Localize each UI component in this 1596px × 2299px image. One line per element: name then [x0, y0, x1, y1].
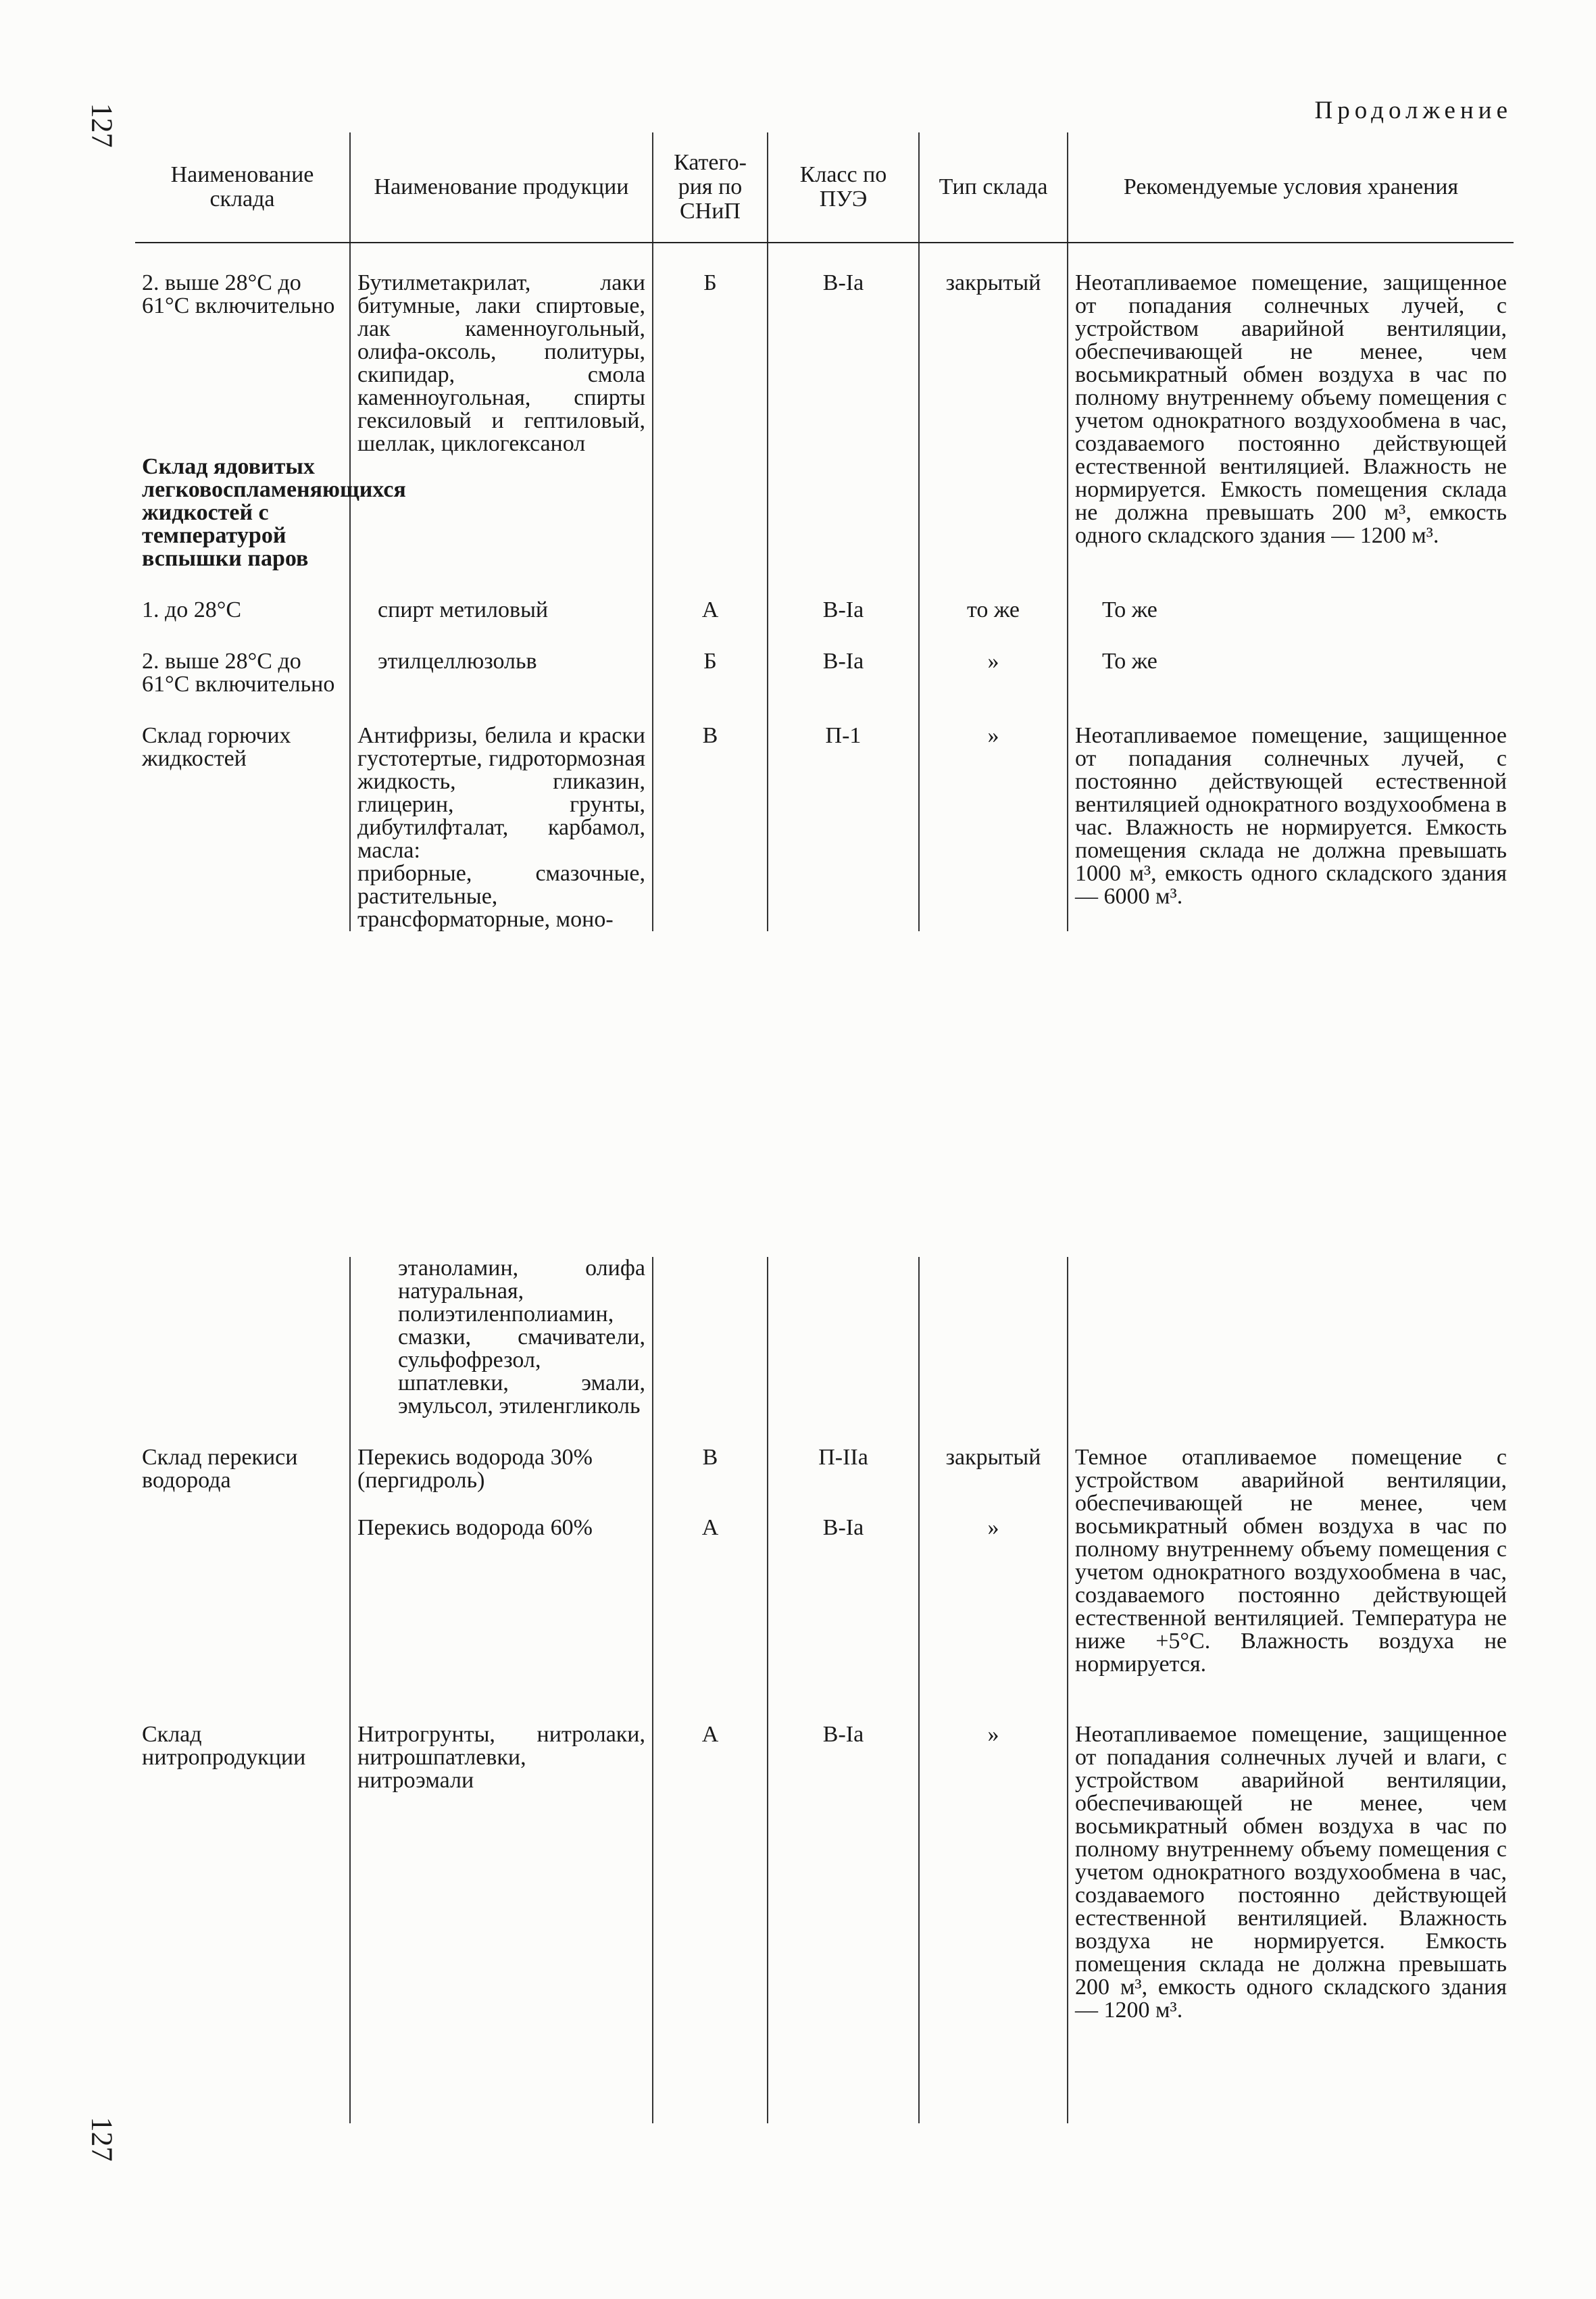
type-cell: то же — [919, 599, 1068, 622]
header-category: Катего-рия по СНиП — [653, 132, 768, 243]
product-name: спирт метиловый — [350, 599, 653, 622]
page-number-top: 127 — [85, 103, 119, 148]
category-cell: А — [653, 599, 768, 622]
warehouse-name: 1. до 28°С — [142, 597, 242, 622]
conditions-cell: Неотапливаемое помещение, защищенное от попадания солнечных лучей, с постоянно действующей естественной вентиляцией однократного воздухообмена в час. Влажность не нормируется. Емкость помещения склада не должна превышать 1000 м³, емкость одного складского здания — 6000 м³. — [1068, 724, 1514, 931]
product-name-continued: этаноламин, олифа натуральная, полиэтиленполиамин, смазки, смачиватели, сульфофрезол, шпатлевки, эмали, эмульсол, этиленгликоль — [350, 1257, 653, 1418]
type-cell — [919, 1446, 1068, 1676]
product-name: этилцеллюзольв — [350, 650, 653, 696]
warehouse-name: Склад нитропродукции — [142, 1722, 306, 1770]
class-cell — [768, 1446, 919, 1676]
storage-table-bottom — [135, 1257, 1514, 2123]
table-row — [135, 1446, 1514, 1676]
table-row — [135, 1257, 1514, 1418]
product-subitems: приборные, смазочные, растительные, трансформаторные, моно- — [357, 861, 645, 932]
product-name: Нитрогрунты, нитролаки, нитрошпатлевки, нитроэмали — [350, 1723, 653, 2022]
category-cell: А — [653, 1723, 768, 2022]
conditions-cell: Неотапливаемое помещение, защищенное от попадания солнечных лучей, с устройством аварийной вентиляции, обеспечивающей не менее, чем восьмикратный обмен воздуха в час по полному внутреннему объему помещения с учетом однократного воздухообмена в час, создаваемого постоянно действующей естественной вентиляцией. Влажность не нормируется. Емкость помещения склада не должна превышать 200 м³, емкость одного складского здания — 1200 м³. — [1068, 272, 1514, 570]
header-class: Класс по ПУЭ — [768, 132, 919, 243]
category-cell: Б — [653, 650, 768, 696]
class-cell: В-Ia — [768, 599, 919, 622]
product-name: Бутилметакрилат, лаки битумные, лаки спиртовые, лак каменноугольный, олифа-оксоль, политуры, скипидар, смола каменноугольная, спирты гексиловый и гептиловый, шеллак, циклогексанол — [350, 272, 653, 570]
type-value: закрытый — [945, 1445, 1041, 1470]
class-cell: В-Ia — [768, 272, 919, 570]
class-value: П-IIa — [818, 1445, 868, 1470]
page-number-bottom: 127 — [85, 2117, 119, 2162]
table-row — [135, 599, 1514, 622]
class-cell: В-Ia — [768, 650, 919, 696]
product-cell — [350, 724, 653, 931]
type-value: » — [987, 1515, 999, 1540]
class-value: В-Ia — [822, 1515, 864, 1540]
table-header-row — [135, 132, 1514, 243]
product-name: Перекись водорода 30% (пергидроль) — [357, 1445, 593, 1493]
category-cell: В — [653, 724, 768, 931]
table-row — [135, 272, 1514, 570]
header-product: Наименование продукции — [350, 132, 653, 243]
product-name: Перекись водорода 60% — [357, 1515, 593, 1540]
type-cell: » — [919, 650, 1068, 696]
warehouse-cell — [135, 270, 406, 571]
table-row — [135, 1723, 1514, 2022]
table-row — [135, 650, 1514, 696]
storage-table-top — [135, 132, 1514, 931]
warehouse-name: Склад перекиси водорода — [142, 1445, 298, 1493]
product-name: Антифризы, белила и краски густотертые, гидротормозная жидкость, гликазин, глицерин, грунты, дибутилфталат, карбамол, масла: — [357, 723, 645, 863]
type-cell: » — [919, 1723, 1068, 2022]
header-warehouse: Наименование склада — [135, 132, 350, 243]
product-cell — [350, 1446, 653, 1676]
warehouse-name: 2. выше 28°С до 61°С включительно — [142, 270, 335, 318]
category-cell: Б — [653, 272, 768, 570]
conditions-cell: Темное отапливаемое помещение с устройством аварийной вентиляции, обеспечивающей не менее, чем восьмикратный обмен воздуха в час по полному внутреннему объему помещения с учетом однократного воздухообмена в час, создаваемого постоянно действующей естественной вентиляцией. Температура не ниже +5°С. Влажность воздуха не нормируется. — [1068, 1446, 1514, 1676]
header-type: Тип склада — [919, 132, 1068, 243]
class-cell: В-Ia — [768, 1723, 919, 2022]
warehouse-group-title: Склад ядовитых легковоспламеняющихся жидкостей с температурой вспышки паров — [142, 454, 406, 571]
category-cell — [653, 1446, 768, 1676]
table-row — [135, 724, 1514, 931]
category-value: А — [701, 1515, 719, 1540]
class-cell: П-1 — [768, 724, 919, 931]
category-value: В — [702, 1445, 718, 1470]
conditions-cell: Неотапливаемое помещение, защищенное от попадания солнечных лучей и влаги, с устройством аварийной вентиляции, обеспечивающей не менее, чем восьмикратный обмен воздуха в час по полному внутреннему объему помещения с учетом однократного воздухообмена в час, создаваемого постоянно действующей естественной вентиляцией. Влажность воздуха не нормируется. Емкость помещения склада не должна превышать 200 м³, емкость одного складского здания — 1200 м³. — [1068, 1723, 1514, 2022]
conditions-cell: То же — [1068, 599, 1514, 622]
warehouse-name: 2. выше 28°С до 61°С включительно — [142, 649, 335, 697]
type-cell: » — [919, 724, 1068, 931]
conditions-cell: То же — [1068, 650, 1514, 696]
type-cell: закрытый — [919, 272, 1068, 570]
warehouse-name: Склад горючих жидкостей — [142, 723, 291, 771]
header-conditions: Рекомендуемые условия хранения — [1068, 132, 1514, 243]
continuation-label: Продолжение — [1314, 97, 1512, 124]
